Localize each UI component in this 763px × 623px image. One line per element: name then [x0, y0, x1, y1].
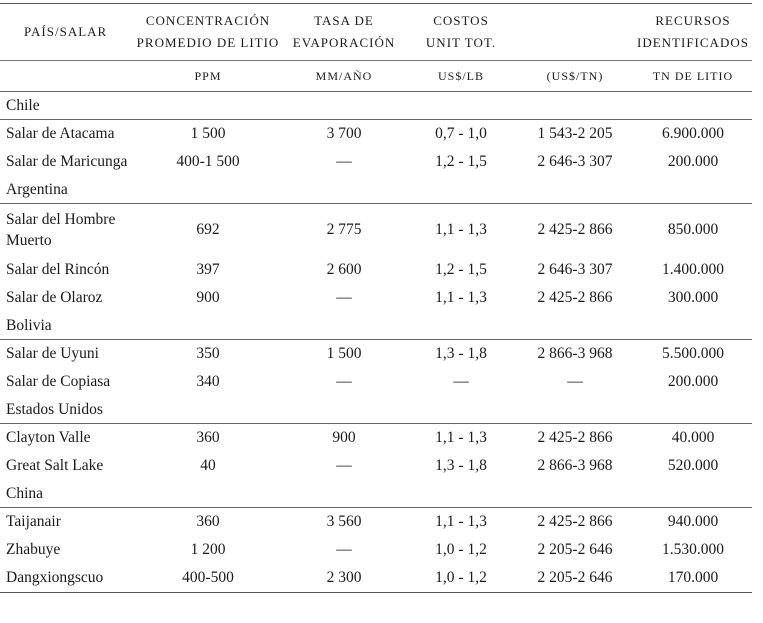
cell-recursos: 1.530.000: [662, 541, 724, 558]
country-row: [0, 176, 752, 204]
table-row: [0, 508, 752, 537]
header-concentracion: CONCENTRACIÓN PROMEDIO DE LITIO: [134, 4, 282, 61]
country-row: [0, 92, 752, 120]
cell-costos-lb: 0,7 - 1,0: [435, 125, 487, 142]
cell-costos-lb: 1,0 - 1,2: [435, 541, 487, 558]
cell-concentracion: 340: [196, 373, 220, 390]
cell-concentracion: 350: [196, 345, 220, 362]
cell-tasa: 3 560: [326, 513, 362, 530]
cell-concentracion: 400-1 500: [176, 153, 240, 170]
cell-costos-tn: 2 205-2 646: [516, 564, 634, 593]
cell-recursos: 170.000: [634, 564, 752, 593]
cell-costos-lb: 1,3 - 1,8: [435, 457, 487, 474]
cell-tasa: 2 775: [326, 221, 362, 238]
cell-costos-tn: 2 425-2 866: [537, 513, 613, 530]
table-row: [0, 204, 752, 257]
cell-costos-tn: 2 646-3 307: [537, 153, 613, 170]
cell-costos-lb: —: [453, 373, 469, 390]
cell-recursos: 6.900.000: [662, 125, 724, 142]
cell-costos-tn: 2 205-2 646: [537, 541, 613, 558]
cell-tasa: —: [336, 373, 352, 390]
table-body: [0, 92, 752, 593]
cell-salar: Salar del Rincón: [6, 261, 110, 278]
cell-salar: Dangxiongscuo: [0, 564, 134, 593]
header-costos: COSTOS UNIT TOT.: [406, 4, 516, 61]
unit-concentracion: PPM: [134, 61, 282, 92]
lithium-salars-table: [0, 3, 752, 593]
cell-recursos: 300.000: [667, 289, 719, 306]
cell-costos-tn: 2 866-3 968: [537, 345, 613, 362]
cell-concentracion: 1 200: [190, 541, 226, 558]
cell-concentracion: 692: [196, 221, 220, 238]
cell-costos-tn: 2 425-2 866: [537, 429, 613, 446]
unit-tasa: MM/AÑO: [282, 61, 406, 92]
cell-costos-tn: —: [567, 373, 583, 390]
table-row: [0, 452, 752, 480]
cell-costos-tn: 2 425-2 866: [537, 289, 613, 306]
unit-costos-lb: US$/LB: [406, 61, 516, 92]
cell-concentracion: 397: [196, 261, 220, 278]
cell-recursos: 5.500.000: [662, 345, 724, 362]
country-name: Bolivia: [0, 312, 752, 340]
cell-recursos: 520.000: [667, 457, 719, 474]
cell-costos-lb: 1,1 - 1,3: [435, 513, 487, 530]
table-row: [0, 368, 752, 396]
country-row: [0, 312, 752, 340]
cell-costos-tn: 2 646-3 307: [537, 261, 613, 278]
cell-tasa: 2 600: [326, 261, 362, 278]
cell-tasa: —: [336, 457, 352, 474]
cell-recursos: 200.000: [667, 373, 719, 390]
cell-recursos: 940.000: [667, 513, 719, 530]
cell-salar: Zhabuye: [6, 541, 61, 558]
header-empty: [516, 4, 634, 61]
cell-salar: Clayton Valle: [6, 429, 91, 446]
cell-recursos: 40.000: [671, 429, 715, 446]
cell-salar: Salar de Olaroz: [6, 289, 103, 306]
header-row: [0, 4, 752, 61]
cell-costos-lb: 1,3 - 1,8: [435, 345, 487, 362]
cell-tasa: —: [336, 153, 352, 170]
cell-concentracion: 400-500: [134, 564, 282, 593]
table-row: [0, 340, 752, 369]
cell-costos-tn: 2 425-2 866: [537, 221, 613, 238]
table-row: [0, 120, 752, 149]
country-row: [0, 480, 752, 508]
cell-costos-lb: 1,1 - 1,3: [435, 289, 487, 306]
country-name: Estados Unidos: [0, 396, 752, 424]
cell-tasa: —: [336, 289, 352, 306]
cell-costos-lb: 1,2 - 1,5: [435, 153, 487, 170]
table-row: [0, 424, 752, 453]
cell-costos-lb: 1,1 - 1,3: [435, 429, 487, 446]
country-row: [0, 396, 752, 424]
cell-recursos: 850.000: [667, 221, 719, 238]
country-name: Chile: [0, 92, 752, 120]
table-row: [0, 256, 752, 284]
cell-salar: Salar de Copiasa: [6, 373, 111, 390]
country-name: Argentina: [0, 176, 752, 204]
cell-tasa: 3 700: [326, 125, 362, 142]
unit-costos-tn: (US$/TN): [516, 61, 634, 92]
cell-salar: Salar del Hombre Muerto: [6, 211, 116, 249]
cell-tasa: 2 300: [282, 564, 406, 593]
cell-concentracion: 900: [196, 289, 220, 306]
header-pais: PAÍS/SALAR: [0, 4, 134, 61]
cell-costos-lb: 1,1 - 1,3: [435, 221, 487, 238]
cell-concentracion: 360: [196, 429, 220, 446]
cell-costos-tn: 1 543-2 205: [537, 125, 613, 142]
header-recursos: RECURSOS IDENTIFICADOS: [634, 4, 752, 61]
country-name: China: [0, 480, 752, 508]
units-row: [0, 61, 752, 92]
unit-recursos: TN DE LITIO: [634, 61, 752, 92]
cell-salar: Salar de Maricunga: [6, 153, 128, 170]
cell-salar: Great Salt Lake: [6, 457, 104, 474]
table-row: [0, 536, 752, 564]
cell-salar: Taijanair: [6, 513, 61, 530]
cell-concentracion: 1 500: [190, 125, 226, 142]
table-row: [0, 284, 752, 312]
header-tasa: TASA DE EVAPORACIÓN: [282, 4, 406, 61]
cell-salar: Salar de Atacama: [6, 125, 115, 142]
cell-costos-tn: 2 866-3 968: [537, 457, 613, 474]
cell-concentracion: 360: [196, 513, 220, 530]
cell-recursos: 200.000: [667, 153, 719, 170]
cell-tasa: —: [336, 541, 352, 558]
cell-costos-lb: 1,0 - 1,2: [406, 564, 516, 593]
cell-salar: Salar de Uyuni: [6, 345, 99, 362]
cell-concentracion: 40: [200, 457, 216, 474]
table-row: [0, 564, 752, 593]
cell-recursos: 1.400.000: [662, 261, 724, 278]
table-row: [0, 148, 752, 176]
unit-empty: [0, 61, 134, 92]
cell-costos-lb: 1,2 - 1,5: [435, 261, 487, 278]
cell-tasa: 1 500: [326, 345, 362, 362]
cell-tasa: 900: [332, 429, 356, 446]
